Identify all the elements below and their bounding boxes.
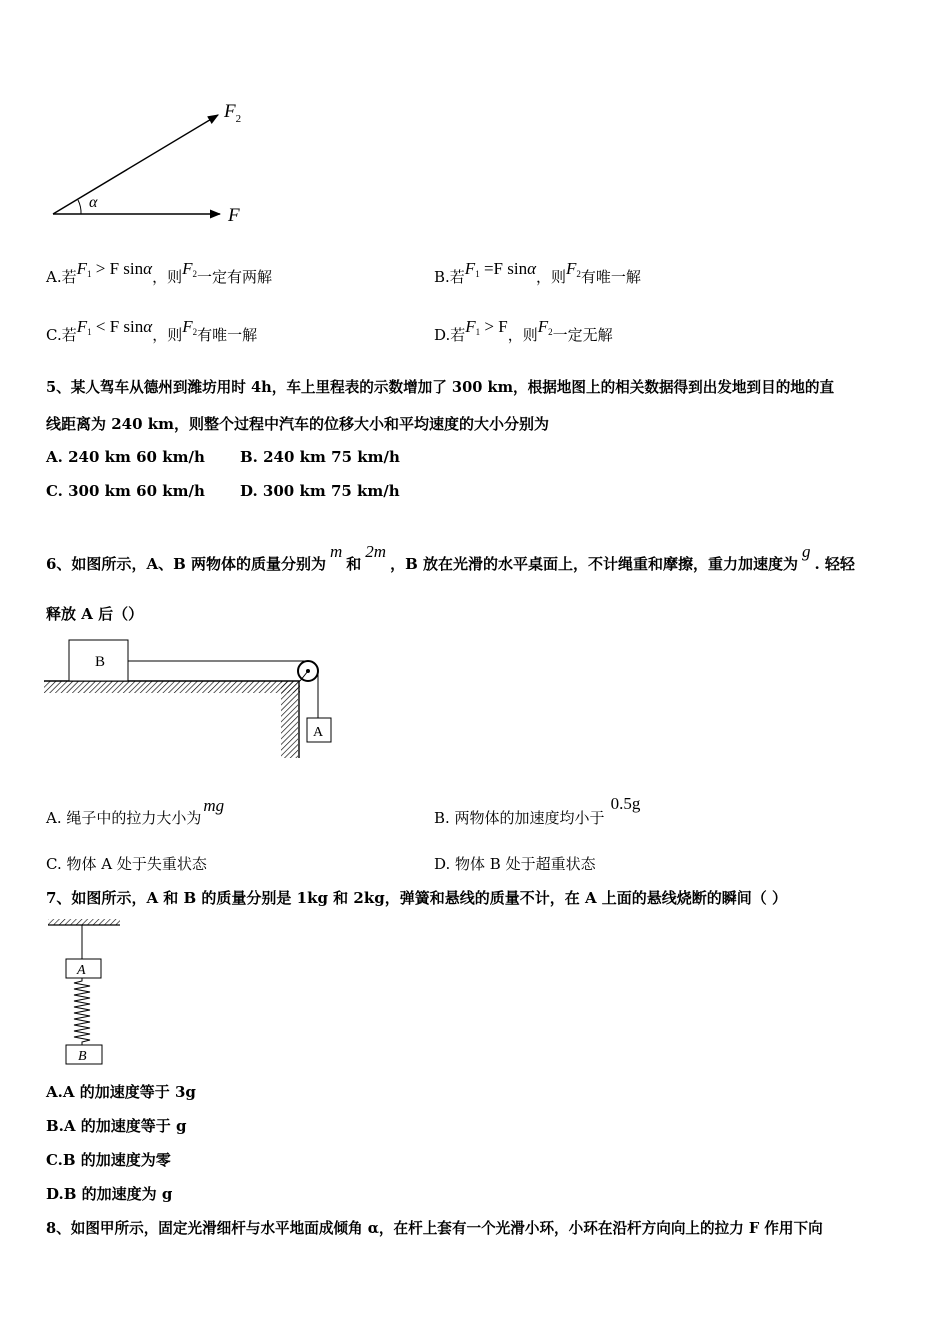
q6-option-a: A. 绳子中的拉力大小为mg <box>46 796 225 827</box>
q5-stem-line1: 5、某人驾车从德州到潍坊用时 4h，车上里程表的示数增加了 300 km，根据地图上的相关数据得到出发地到目的地的直 <box>46 379 835 396</box>
svg-text:A: A <box>77 963 86 978</box>
q8-stem-line1: 8、如图甲所示，固定光滑细杆与水平地面成倾角 α，在杆上套有一个光滑小环，小环在沿杆方向向上的拉力 F 作用下向 <box>46 1220 823 1237</box>
q5-stem-line2: 线距离为 240 km，则整个过程中汽车的位移大小和平均速度的大小分别为 <box>46 415 550 433</box>
label-alpha: α <box>89 194 98 211</box>
label-f: F <box>228 205 240 226</box>
q5-option-c: C. 300 km 60 km/h <box>46 482 205 500</box>
q4-option-a: A.若$F_1 > F$ sinα，则$F_2$一定有两解 <box>46 259 272 286</box>
force-vector-diagram <box>40 95 270 235</box>
table-top-hatch <box>44 681 300 693</box>
q6-option-d: D. 物体 B 处于超重状态 <box>434 855 596 873</box>
q7-option-a: A.A 的加速度等于 3g <box>46 1083 196 1101</box>
q4-option-d: D.若$F_1 > F$，则$F_2$一定无解 <box>434 317 613 344</box>
spring <box>74 978 90 1045</box>
spring-blocks-diagram <box>44 917 124 1067</box>
q6-option-b: B. 两物体的加速度均小于0.5g <box>434 794 641 827</box>
q6-stem-line1: 6、如图所示，A、B 两物体的质量分别为m和2m，B 放在光滑的水平桌面上，不计绳重和摩擦，重力加速度为g. 轻轻 <box>46 542 855 573</box>
q6-stem-line2: 释放 A 后（） <box>46 605 144 623</box>
q7-option-d: D.B 的加速度为 g <box>46 1185 173 1203</box>
svg-text:A: A <box>313 725 324 740</box>
svg-text:B: B <box>95 654 106 670</box>
svg-text:B: B <box>78 1049 87 1064</box>
q4-option-c: C.若$F_1 < F$ sinα，则$F_2$有唯一解 <box>46 317 258 344</box>
force-f2-vector <box>53 115 218 214</box>
q4-option-b: B.若$F_1 =F$ sinα，则$F_2$有唯一解 <box>434 259 641 286</box>
angle-arc <box>78 200 81 214</box>
q5-option-d: D. 300 km 75 km/h <box>240 482 400 500</box>
pulley-table-diagram <box>44 636 344 760</box>
q7-stem-line1: 7、如图所示，A 和 B 的质量分别是 1kg 和 2kg，弹簧和悬线的质量不计，在 A 上面的悬线烧断的瞬间（ ） <box>46 889 788 907</box>
label-f2: $F_2$ <box>224 101 242 125</box>
q7-option-b: B.A 的加速度等于 g <box>46 1117 187 1135</box>
q6-option-c: C. 物体 A 处于失重状态 <box>46 855 207 873</box>
ceiling-hatch <box>48 919 120 925</box>
q5-option-b: B. 240 km 75 km/h <box>240 448 400 466</box>
q5-option-a: A. 240 km 60 km/h <box>46 448 205 466</box>
table-side-hatch <box>281 681 298 758</box>
q7-option-c: C.B 的加速度为零 <box>46 1151 171 1169</box>
